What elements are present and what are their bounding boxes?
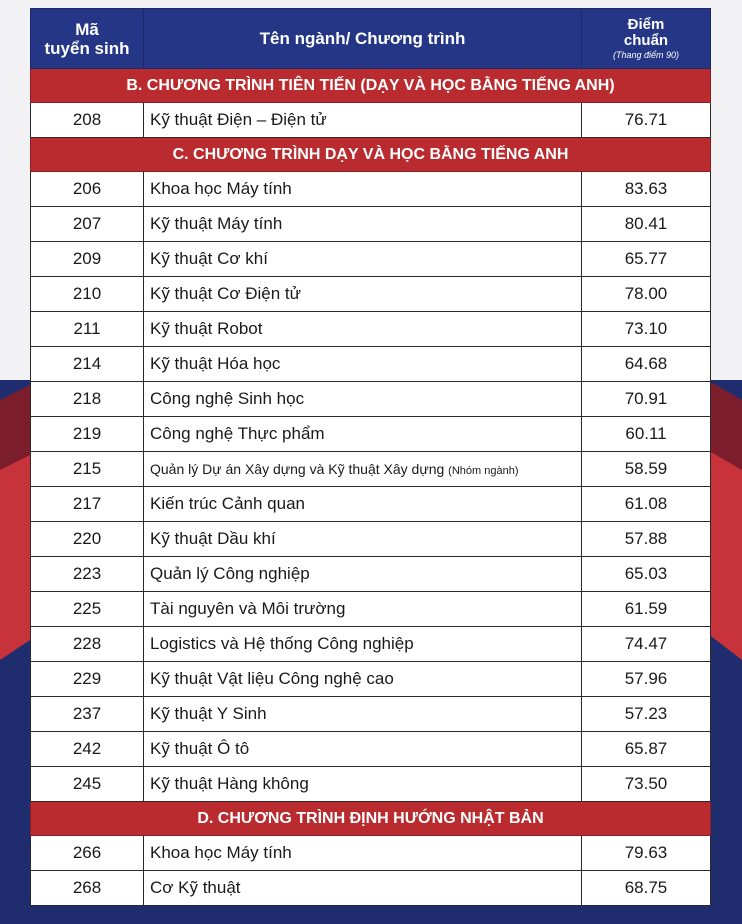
program-name: Kỹ thuật Điện – Điện tử: [150, 110, 327, 129]
program-name: Kỹ thuật Hóa học: [150, 354, 281, 373]
program-name-cell: [144, 207, 582, 242]
program-name: Quản lý Công nghiệp: [150, 564, 310, 583]
header-score: [582, 9, 711, 69]
program-name-cell: [144, 103, 582, 138]
program-name-cell: [144, 312, 582, 347]
admission-code: 268: [31, 871, 144, 906]
program-name-cell: [144, 627, 582, 662]
benchmark-score: 79.63: [582, 836, 711, 871]
program-name: Kỹ thuật Vật liệu Công nghệ cao: [150, 669, 394, 688]
benchmark-score: 65.03: [582, 557, 711, 592]
admission-code: 219: [31, 417, 144, 452]
table-row: [31, 312, 711, 347]
benchmark-score: 60.11: [582, 417, 711, 452]
benchmark-score: 76.71: [582, 103, 711, 138]
program-name: Tài nguyên và Môi trường: [150, 599, 346, 618]
admission-code: 229: [31, 662, 144, 697]
program-name-cell: [144, 347, 582, 382]
program-name-cell: [144, 172, 582, 207]
admission-code: 223: [31, 557, 144, 592]
header-program-name: Tên ngành/ Chương trình: [144, 9, 582, 69]
benchmark-score: 61.59: [582, 592, 711, 627]
benchmark-score: 80.41: [582, 207, 711, 242]
program-name-cell: [144, 242, 582, 277]
table-row: [31, 662, 711, 697]
table-row: [31, 487, 711, 522]
program-name: Kiến trúc Cảnh quan: [150, 494, 305, 513]
program-name: Công nghệ Thực phẩm: [150, 424, 325, 443]
program-name: Kỹ thuật Robot: [150, 319, 263, 338]
program-name-cell: [144, 732, 582, 767]
table-row: [31, 871, 711, 906]
benchmark-score: 64.68: [582, 347, 711, 382]
admission-code: 211: [31, 312, 144, 347]
program-name: Logistics và Hệ thống Công nghiệp: [150, 634, 414, 653]
section-header-row: [31, 138, 711, 172]
admission-code: 245: [31, 767, 144, 802]
admission-code: 228: [31, 627, 144, 662]
program-note: (Nhóm ngành): [448, 465, 519, 477]
program-name-cell: [144, 452, 582, 487]
benchmark-score: 58.59: [582, 452, 711, 487]
benchmark-score: 73.50: [582, 767, 711, 802]
admission-code: 207: [31, 207, 144, 242]
benchmark-score: 57.23: [582, 697, 711, 732]
section-title: D. CHƯƠNG TRÌNH ĐỊNH HƯỚNG NHẬT BẢN: [31, 802, 711, 836]
table-header-row: [31, 9, 711, 69]
table-row: [31, 732, 711, 767]
program-name-cell: [144, 662, 582, 697]
table-row: [31, 592, 711, 627]
program-name: Kỹ thuật Cơ Điện tử: [150, 284, 302, 303]
program-name-cell: [144, 417, 582, 452]
program-name: Kỹ thuật Ô tô: [150, 739, 250, 758]
benchmark-score: 65.77: [582, 242, 711, 277]
admission-code: 209: [31, 242, 144, 277]
admission-code: 217: [31, 487, 144, 522]
section-header-row: [31, 802, 711, 836]
benchmark-score: 70.91: [582, 382, 711, 417]
table-row: [31, 767, 711, 802]
program-name-cell: [144, 697, 582, 732]
program-name-cell: [144, 871, 582, 906]
admission-score-table: [30, 8, 710, 906]
table-row: [31, 242, 711, 277]
table-row: [31, 697, 711, 732]
table-row: [31, 172, 711, 207]
program-name: Cơ Kỹ thuật: [150, 878, 241, 897]
benchmark-score: 65.87: [582, 732, 711, 767]
program-name: Công nghệ Sinh học: [150, 389, 305, 408]
header-code: [31, 9, 144, 69]
table-row: [31, 207, 711, 242]
header-code-line2: tuyển sinh: [44, 38, 130, 58]
benchmark-score: 83.63: [582, 172, 711, 207]
program-name-cell: [144, 487, 582, 522]
header-code-line1: Mã: [75, 19, 99, 39]
program-name-cell: [144, 592, 582, 627]
admission-code: 206: [31, 172, 144, 207]
program-name-cell: [144, 557, 582, 592]
program-name-cell: [144, 836, 582, 871]
table-row: [31, 836, 711, 871]
benchmark-score: 74.47: [582, 627, 711, 662]
table-row: [31, 382, 711, 417]
benchmark-score: 68.75: [582, 871, 711, 906]
program-name: Quản lý Dự án Xây dựng và Kỹ thuật Xây dựng: [150, 461, 445, 477]
program-name: Kỹ thuật Y Sinh: [150, 704, 267, 723]
admission-code: 215: [31, 452, 144, 487]
section-title: C. CHƯƠNG TRÌNH DẠY VÀ HỌC BẰNG TIẾNG ANH: [31, 138, 711, 172]
program-name-cell: [144, 522, 582, 557]
program-name: Khoa học Máy tính: [150, 843, 292, 862]
table-row: [31, 557, 711, 592]
table-row: [31, 627, 711, 662]
admission-code: 220: [31, 522, 144, 557]
table-row: [31, 522, 711, 557]
header-score-line1: Điểm: [627, 15, 665, 33]
admission-code: 208: [31, 103, 144, 138]
section-header-row: [31, 69, 711, 103]
section-title: B. CHƯƠNG TRÌNH TIÊN TIẾN (DẠY VÀ HỌC BẰNG TIẾNG ANH): [31, 69, 711, 103]
program-name: Kỹ thuật Máy tính: [150, 214, 283, 233]
benchmark-score: 57.96: [582, 662, 711, 697]
benchmark-score: 78.00: [582, 277, 711, 312]
program-name: Khoa học Máy tính: [150, 179, 292, 198]
program-name-cell: [144, 382, 582, 417]
benchmark-score: 61.08: [582, 487, 711, 522]
admission-code: 266: [31, 836, 144, 871]
table-row: [31, 452, 711, 487]
admission-code: 210: [31, 277, 144, 312]
benchmark-score: 57.88: [582, 522, 711, 557]
admission-code: 242: [31, 732, 144, 767]
table-row: [31, 347, 711, 382]
program-name-cell: [144, 277, 582, 312]
admission-code: 214: [31, 347, 144, 382]
program-name: Kỹ thuật Dầu khí: [150, 529, 276, 548]
table-row: [31, 103, 711, 138]
table-body: [31, 69, 711, 906]
benchmark-score: 73.10: [582, 312, 711, 347]
header-score-note: (Thang điểm 90): [612, 49, 680, 60]
table-row: [31, 277, 711, 312]
program-name-cell: [144, 767, 582, 802]
program-name: Kỹ thuật Hàng không: [150, 774, 309, 793]
admission-code: 225: [31, 592, 144, 627]
table-row: [31, 417, 711, 452]
program-name: Kỹ thuật Cơ khí: [150, 249, 268, 268]
admission-code: 218: [31, 382, 144, 417]
header-score-line2: chuẩn: [623, 31, 669, 49]
admission-code: 237: [31, 697, 144, 732]
